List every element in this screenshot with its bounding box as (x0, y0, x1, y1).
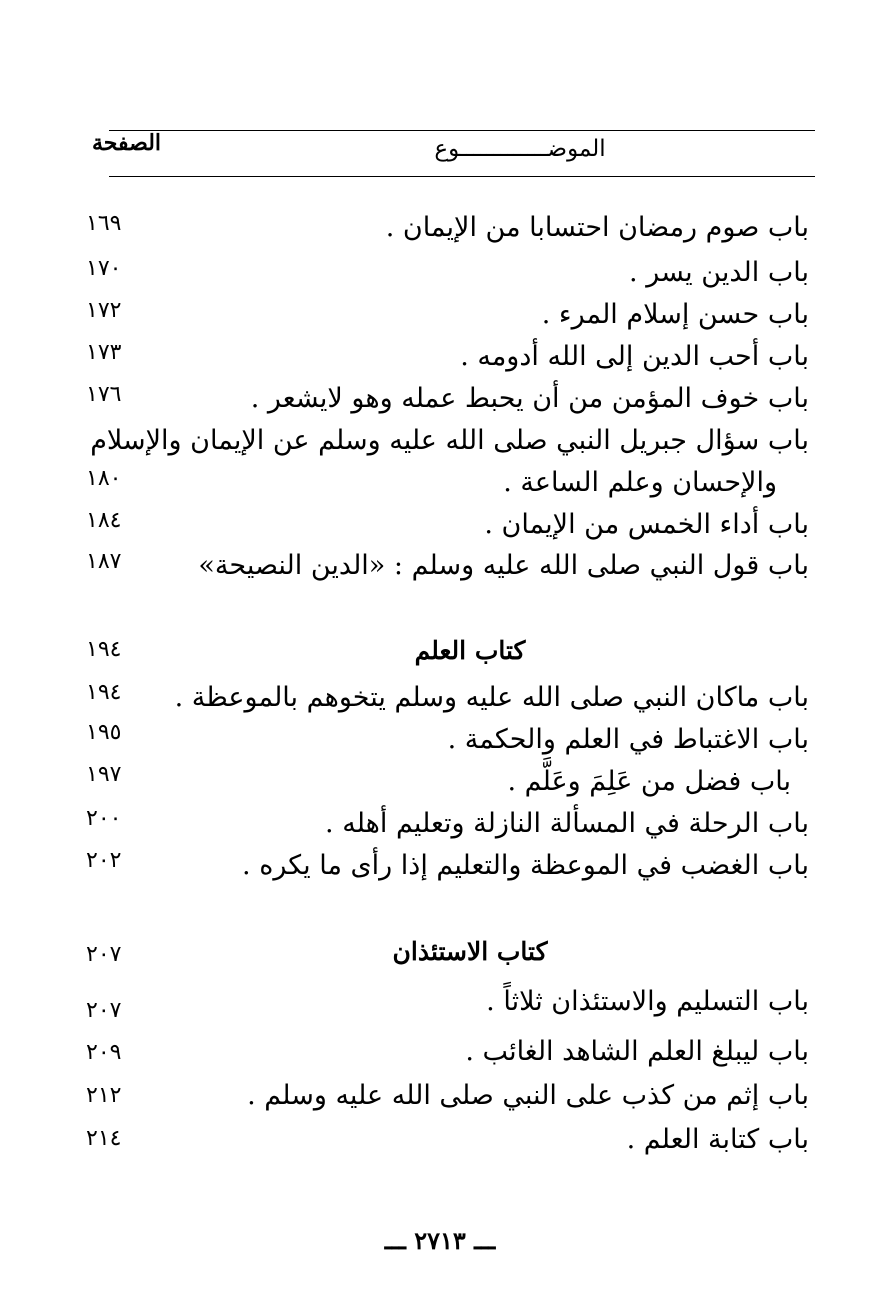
column-header-page: الصفحة (92, 130, 162, 156)
toc-entry-title: باب كتابة العلم . (626, 1124, 809, 1155)
toc-entry-page: ١٧٦ (86, 382, 122, 407)
column-header-topic: الموضـــــــــــــوع (434, 136, 606, 162)
toc-entry-page: ١٩٤ (86, 680, 122, 705)
section-heading-page: ٢٠٧ (86, 942, 122, 967)
toc-entry-page: ١٦٩ (86, 211, 122, 236)
toc-entry-page: ٢٠٩ (86, 1040, 122, 1065)
toc-entry-page: ١٨٧ (86, 549, 122, 574)
toc-entry-title: باب قول النبي صلى الله عليه وسلم : «الدين النصيحة» (198, 550, 809, 581)
header-rule (109, 176, 815, 177)
toc-entry-title: باب صوم رمضان احتسابا من الإيمان . (385, 212, 809, 243)
toc-entry-page: ٢١٤ (86, 1126, 122, 1151)
toc-entry-page: ١٨٠ (86, 466, 122, 491)
toc-entry-title: باب الرحلة في المسألة النازلة وتعليم أهله . (325, 808, 809, 839)
toc-entry-page: ٢٠٧ (86, 998, 122, 1023)
footer-page-number: ـــ ٢٧١٣ ـــ (384, 1226, 496, 1255)
section-heading: كتاب العلم (414, 636, 526, 665)
toc-entry-title: باب أداء الخمس من الإيمان . (484, 509, 809, 540)
toc-entry-title: باب حسن إسلام المرء . (541, 299, 809, 330)
toc-entry-page: ٢١٢ (86, 1083, 122, 1108)
top-rule (109, 130, 815, 131)
toc-entry-title: باب فضل من عَلِمَ وعَلَّم . (507, 766, 791, 797)
toc-entry-page: ٢٠٢ (86, 848, 122, 873)
toc-entry-page: ١٩٥ (86, 720, 122, 745)
section-heading-page: ١٩٤ (86, 637, 122, 662)
toc-entry-title: باب ليبلغ العلم الشاهد الغائب . (465, 1036, 809, 1067)
section-heading: كتاب الاستئذان (392, 937, 548, 966)
toc-entry-title: باب سؤال جبريل النبي صلى الله عليه وسلم عن الإيمان والإسلام (90, 425, 809, 456)
toc-entry-title: باب أحب الدين إلى الله أدومه . (460, 341, 809, 372)
toc-entry-page: ١٧٣ (86, 340, 122, 365)
toc-entry-page: ١٨٤ (86, 508, 122, 533)
toc-entry-page: ١٧٢ (86, 298, 122, 323)
toc-entry-page: ١٩٧ (86, 762, 122, 787)
toc-entry-title: باب خوف المؤمن من أن يحبط عمله وهو لايشعر . (250, 383, 809, 414)
toc-entry-title: باب الغضب في الموعظة والتعليم إذا رأى ما يكره . (242, 850, 809, 881)
toc-entry-page: ٢٠٠ (86, 806, 122, 831)
toc-entry-continuation: والإحسان وعلم الساعة . (503, 467, 777, 498)
toc-entry-title: باب التسليم والاستئذان ثلاثاً . (486, 986, 809, 1017)
toc-entry-title: باب الدين يسر . (629, 257, 809, 288)
toc-entry-title: باب الاغتباط في العلم والحكمة . (447, 724, 809, 755)
toc-entry-page: ١٧٠ (86, 256, 122, 281)
toc-entry-title: باب ماكان النبي صلى الله عليه وسلم يتخوهم بالموعظة . (174, 682, 809, 713)
toc-entry-title: باب إثم من كذب على النبي صلى الله عليه وسلم . (247, 1080, 809, 1111)
